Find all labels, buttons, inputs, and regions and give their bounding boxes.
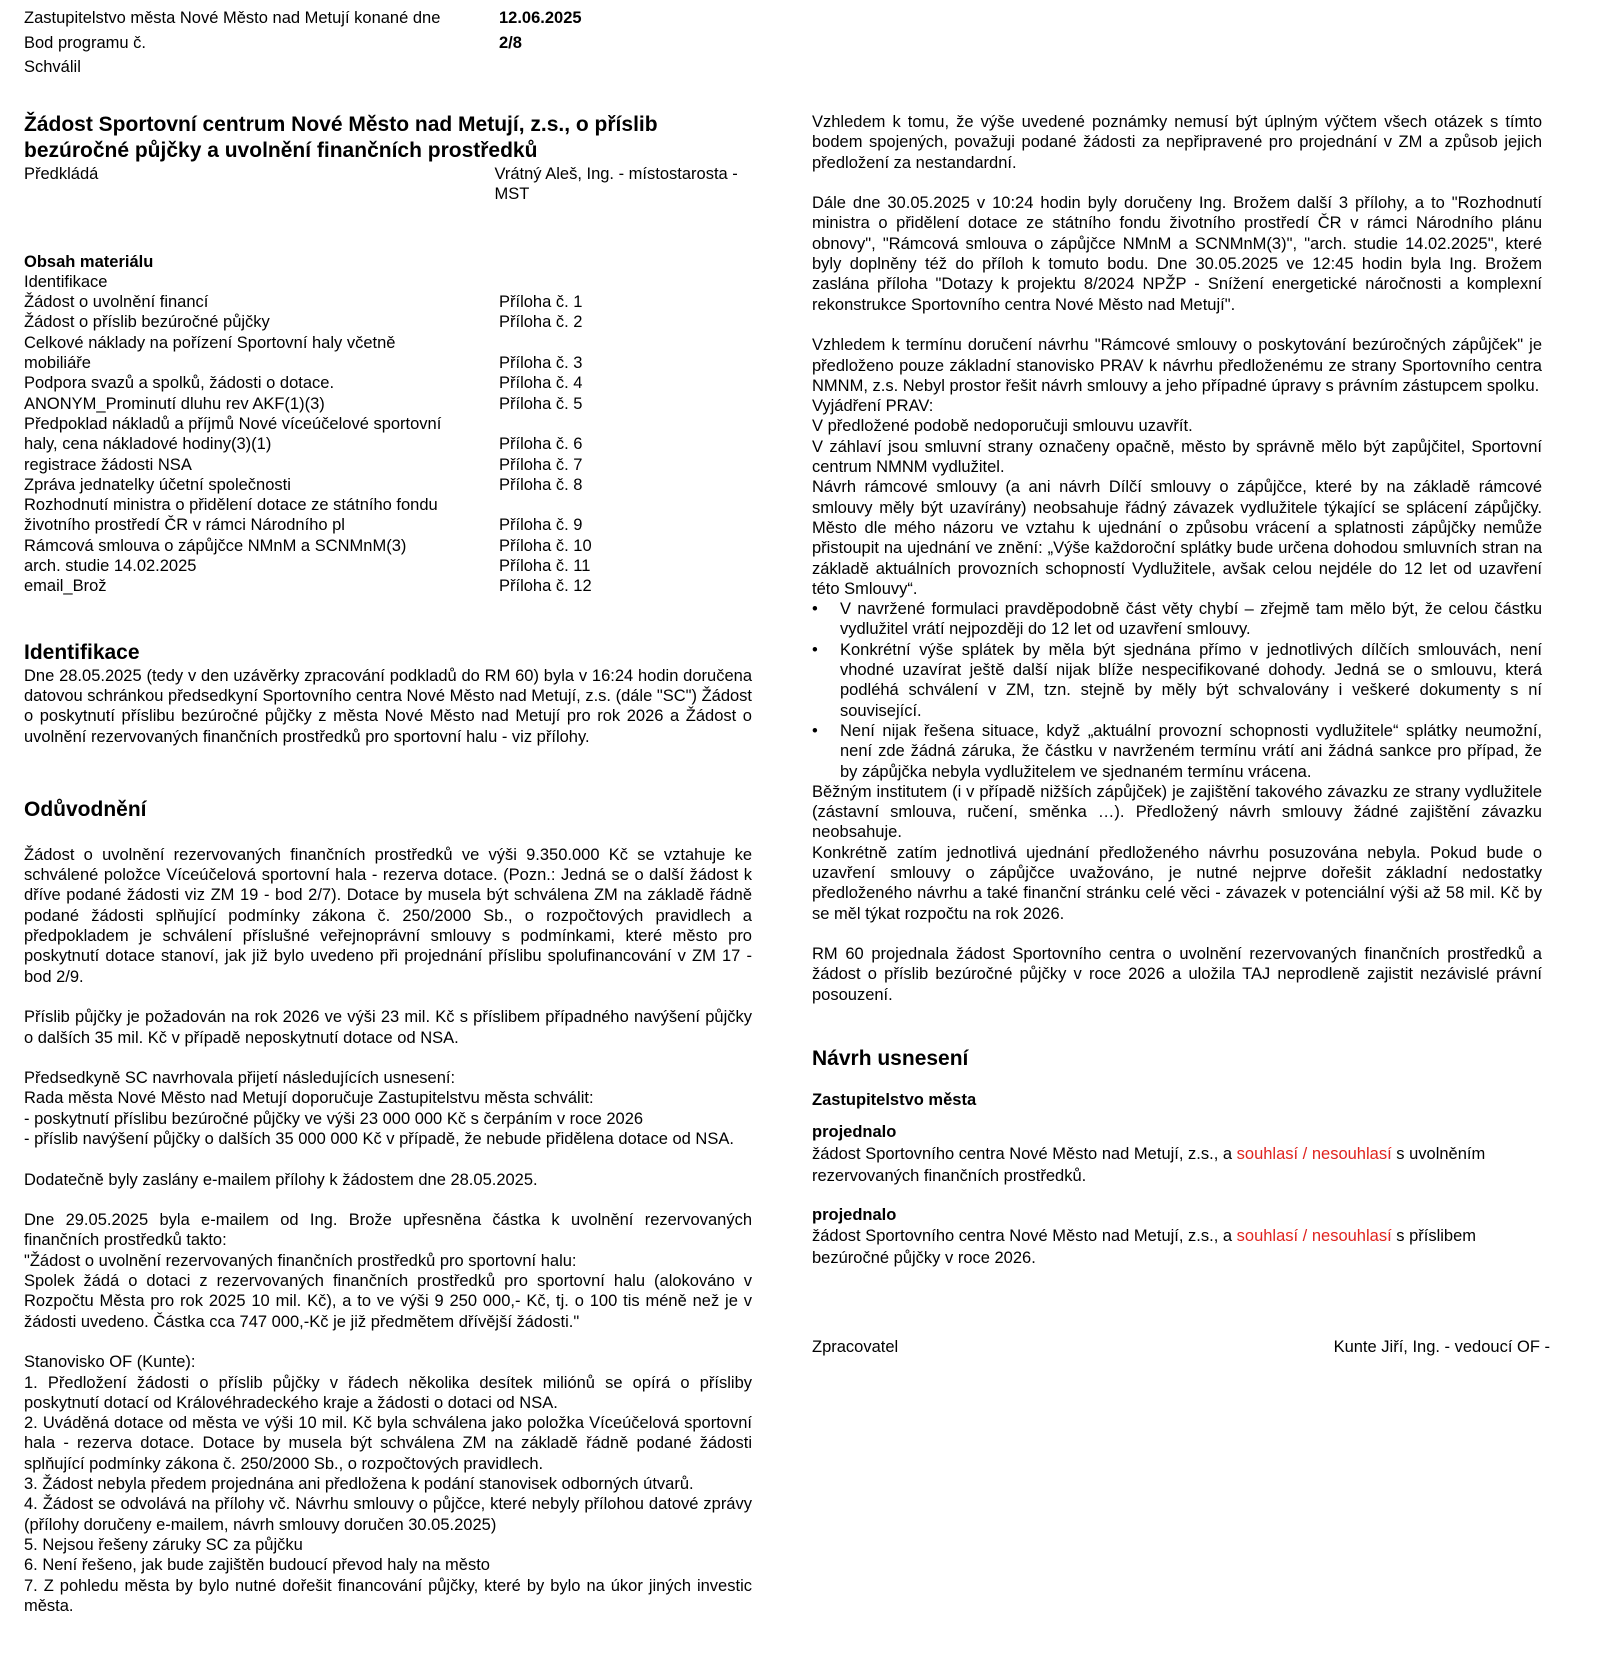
contents-item-ref: Příloha č. 9 [499, 516, 583, 535]
resolution-choice[interactable]: souhlasí / nesouhlasí [1236, 1226, 1392, 1245]
right-paragraph: Konkrétně zatím jednotlivá ujednání předloženého návrhu posuzována nebyla. Pokud bude o uzavření smlouvy o zápůjčce uvažováno, je nutné nejprve dořešit základní nedostatky předloženého návrhu a také finanční stránku celé věci - závazek v potenciální výši až 58 mil. Kč by se měl týkat rozpočtu na rok 2026. [812, 843, 1542, 923]
justification-heading: Odůvodnění [24, 797, 147, 821]
contents-item[interactable] [24, 556, 752, 576]
of-opinion-item: 1. Předložení žádosti o příslib půjčky v řádech několika desítek miliónů se opírá o přísliby poskytnutí dotací od Královéhradeckého kraje a žádosti o dotaci od NSA. [24, 1373, 752, 1412]
header-value: 12.06.2025 [499, 9, 582, 27]
contents-list [24, 272, 752, 597]
contents-item-name: Rozhodnutí ministra o přidělení dotace ze státního fondu životního prostředí ČR v rámci Národního pl [24, 496, 438, 535]
header-label: Schválil [24, 58, 81, 76]
resolution-text [812, 1225, 1542, 1269]
remarks-list [812, 599, 1542, 782]
right-paragraph: Vzhledem k tomu, že výše uvedené poznámky nemusí být úplným výčtem všech otázek s tímto bodem spojených, považuji podané žádosti za nepřipravené pro projednání v ZM a způsob jejich předložení za nestandardní. [812, 113, 1542, 172]
contents-item-name: Podpora svazů a spolků, žádosti o dotace. [24, 374, 335, 393]
right-column [812, 112, 1550, 1357]
justification-paragraph: Žádost o uvolnění rezervovaných finančních prostředků ve výši 9.350.000 Kč se vztahuje ke schválené položce Víceúčelová sportovní hala - rezerva dotace. (Pozn.: Jedná se o další žádost k dříve podané žádosti viz ZM 19 - bod 2/7). Dotace by musela být schválena ZM na základě řádně podané žádosti splňující podmínky zákona č. 250/2000 Sb., o rozpočtových pravidlech a předpokladem je schválení příslušné veřejnoprávní smlouvy s podmínkami, které město pro poskytnutí dotace stanoví, jak již bylo uvedeno při projednání příslibu spolufinancování v ZM 17 - bod 2/9. [24, 845, 752, 986]
processor-label: Zpracovatel [812, 1337, 899, 1356]
processor-row [812, 1337, 1550, 1357]
contents-item-ref: Příloha č. 11 [499, 557, 591, 576]
quote-heading: "Žádost o uvolnění rezervovaných finančních prostředků pro sportovní halu: [24, 1251, 577, 1270]
resolution-verb: projednalo [812, 1205, 897, 1224]
contents-item[interactable] [24, 333, 752, 374]
header-row-meeting [24, 6, 582, 31]
contents-item[interactable] [24, 576, 752, 596]
contents-item-name: Předpoklad nákladů a příjmů Nové víceúčelové sportovní haly, cena nákladové hodiny(3)(1) [24, 414, 442, 454]
contents-item[interactable] [24, 475, 752, 495]
processor-name: Kunte Jiří, Ing. - vedoucí OF - [1333, 1337, 1550, 1356]
of-opinion-item: 5. Nejsou řešeny záruky SC za půjčku [24, 1535, 303, 1554]
contents-item-name: ANONYM_Prominutí dluhu rev AKF(1)(3) [24, 394, 325, 413]
header-label: Zastupitelstvo města Nové Město nad Metují konané dne [24, 9, 441, 27]
justification-paragraph: Dne 29.05.2025 byla e-mailem od Ing. Brože upřesněna částka k uvolnění rezervovaných finančních prostředků takto: [24, 1211, 752, 1250]
header-row-approved [24, 55, 582, 80]
resolution-choice[interactable]: souhlasí / nesouhlasí [1236, 1144, 1392, 1163]
resolution-verb: projednalo [812, 1123, 897, 1142]
contents-item-ref: Příloha č. 8 [499, 475, 583, 494]
right-paragraph: V záhlaví jsou smluvní strany označeny opačně, město by správně mělo být zapůjčitel, Sportovní centrum NMNM vydlužitel. [812, 437, 1542, 477]
contents-item-ref: Příloha č. 7 [499, 455, 583, 474]
right-paragraph: Běžným institutem (i v případě nižších zápůjček) je zajištění takového závazku ze strany vydlužitele (zástavní smlouva, ručení, směnka …). Předložený návrh smlouvy žádné zajištění závazku neobsahuje. [812, 782, 1542, 842]
left-column [24, 112, 752, 1616]
contents-item-name: Žádost o uvolnění financí [24, 293, 209, 312]
identification-text: Dne 28.05.2025 (tedy v den uzávěrky zpracování podkladů do RM 60) byla v 16:24 hodin doručena datovou schránkou předsedkyní Sportovního centra Nové Město nad Metují, z.s. (dále "SC") Žádost o poskytnutí příslibu bezúročné půjčky z města Nové Město nad Metují pro rok 2026 a Žádost o uvolnění rezervovaných finančních prostředků pro sportovní halu - viz přílohy. [24, 666, 753, 746]
right-paragraph: RM 60 projednala žádost Sportovního centra o uvolnění rezervovaných finančních prostředků a žádost o příslib bezúročné půjčky v roce 2026 a uložila TAJ neprodleně zajistit nezávislé právní posouzení. [812, 945, 1542, 1004]
contents-item-ref: Příloha č. 4 [499, 374, 583, 393]
submitter-row [24, 164, 752, 205]
header-label: Bod programu č. [24, 33, 146, 52]
contents-item-name: Rámcová smlouva o zápůjčce NMnM a SCNMnM(3) [24, 536, 407, 555]
prav-line: V předložené podobě nedoporučuji smlouvu uzavřít. [812, 417, 1193, 436]
justification-paragraph: Příslib půjčky je požadován na rok 2026 ve výši 23 mil. Kč s příslibem případného navýšení půjčky o dalších 35 mil. Kč v případě neposkytnutí dotace od NSA. [24, 1008, 752, 1047]
of-opinion-item: 6. Není řešeno, jak bude zajištěn budoucí převod haly na město [24, 1556, 490, 1575]
resolution-text-post: s příslibem bezúročné půjčky v roce 2026. [812, 1226, 1477, 1267]
contents-item-ref: Příloha č. 2 [499, 313, 583, 332]
contents-item[interactable] [24, 495, 752, 536]
contents-item-name: Zpráva jednatelky účetní společnosti [24, 475, 291, 494]
contents-heading: Obsah materiálu [24, 252, 154, 271]
of-opinion-item: 2. Uváděná dotace od města ve výši 10 mil. Kč byla schválena jako položka Víceúčelová sportovní hala - rezerva dotace. Dotace by musela být schválena ZM na základě řádně podané žádosti splňující podmínky zákona č. 250/2000 Sb., o rozpočtových pravidlech. [24, 1414, 752, 1473]
contents-item-ref: Příloha č. 1 [499, 293, 583, 312]
right-paragraph: Vzhledem k termínu doručení návrhu "Rámcové smlouvy o poskytování bezúročných zápůjček" je předloženo pouze základní stanovisko PRAV k návrhu předloženému ze strany Sportovního centra NMNM, z.s. Nebyl prostor řešit návrh smlouvy a jeho případné úpravy s právním zástupcem spolku. [812, 336, 1542, 395]
header-row-agenda [24, 31, 582, 56]
submitter-value: Vrátný Aleš, Ing. - místostarosta - MST [494, 165, 738, 204]
contents-item[interactable] [24, 312, 752, 332]
of-opinion-heading: Stanovisko OF (Kunte): [24, 1353, 196, 1372]
document-title: Žádost Sportovní centrum Nové Město nad Metují, z.s., o příslib bezúročné půjčky a uvolnění finančních prostředků [24, 113, 658, 162]
contents-item[interactable] [24, 414, 752, 455]
list-item: • V navržené formulaci pravděpodobně část věty chybí – zřejmě tam mělo být, že celou částku vydlužitel vrátí nejpozději do 12 let od uzavření smlouvy. [840, 599, 1542, 640]
submitter-label: Předkládá [24, 165, 99, 183]
contents-item[interactable] [24, 272, 752, 292]
contents-item-name: Identifikace [24, 272, 108, 291]
contents-item[interactable] [24, 536, 752, 556]
contents-item-name: email_Brož [24, 577, 107, 596]
of-opinion-item: 7. Z pohledu města by bylo nutné dořešit financování půjčky, které by bylo na úkor jiných investic města. [24, 1576, 752, 1615]
contents-item[interactable] [24, 394, 752, 414]
quote-text: Spolek žádá o dotaci z rezervovaných finančních prostředků pro sportovní halu (alokováno v Rozpočtu Města pro rok 2025 10 mil. Kč), a to ve výši 9 250 000,- Kč, tj. o 100 tis méně než je v žádosti uvedeno. Částka cca 747 000,-Kč je již předmětem dřívější žádosti." [24, 1272, 752, 1331]
of-opinion-item: 4. Žádost se odvolává na přílohy vč. Návrhu smlouvy o půjčce, které nebyly přílohou datové zprávy (přílohy doručeny e-mailem, návrh smlouvy doručen 30.05.2025) [24, 1495, 752, 1534]
resolution-text-pre: žádost Sportovního centra Nové Město nad Metují, z.s., a [812, 1226, 1237, 1245]
justification-paragraph: Dodatečně byly zaslány e-mailem přílohy k žádostem dne 28.05.2025. [24, 1170, 538, 1189]
header-value: 2/8 [499, 33, 522, 52]
resolution-text [812, 1143, 1542, 1187]
proposal-line: - příslib navýšení půjčky o dalších 35 000 000 Kč v případě, že nebude přidělena dotace od NSA. [24, 1129, 734, 1148]
resolution-text-post: s uvolněním rezervovaných finančních prostředků. [812, 1144, 1486, 1185]
right-paragraph: Dále dne 30.05.2025 v 10:24 hodin byly doručeny Ing. Brožem další 3 přílohy, a to "Rozhodnutí ministra o přidělení dotace ze státního fondu životního prostředí ČR v rámci Národního plánu obnovy", "Rámcová smlouva o zápůjčce NMnM a SCNMnM(3)", "arch. studie 14.02.2025", které byly doplněny též do příloh k tomuto bodu. Dne 30.05.2025 ve 12:45 hodin byla Ing. Brožem zaslána příloha "Dotazy k projektu 8/2024 NPŽP - Snížení energetické náročnosti a komplexní rekonstrukce Sportovního centra Nové Město nad Metují". [812, 194, 1542, 314]
contents-item-ref: Příloha č. 12 [499, 577, 592, 596]
contents-item-name: Žádost o příslib bezúročné půjčky [24, 313, 270, 332]
prav-line: Vyjádření PRAV: [812, 397, 934, 416]
of-opinion-item: 3. Žádost nebyla předem projednána ani předložena k podání stanovisek odborných útvarů. [24, 1475, 694, 1494]
contents-item-ref: Příloha č. 3 [499, 354, 583, 373]
right-paragraph: Návrh rámcové smlouvy (a ani návrh Dílčí smlouvy o zápůjčce, které by na základě rámcové smlouvy měly být uzavírány) neobsahuje řádný závazek vydlužitele týkající se splácení zápůjčky. Město dle mého názoru ve vztahu k ujednání o způsobu vrácení a splatnosti zápůjčky nemůže přistoupit na ujednání ve znění: „Výše každoroční splátky bude určena dohodou smluvních stran na základě aktuálních provozních schopností Vydlužitele, avšak celou nejdéle do 12 let od uzavření této Smlouvy“. [812, 478, 1542, 598]
contents-item[interactable] [24, 292, 752, 312]
contents-item-ref: Příloha č. 5 [499, 394, 583, 413]
contents-item-name: Celkové náklady na pořízení Sportovní haly včetně mobiliáře [24, 333, 396, 373]
resolution-text-pre: žádost Sportovního centra Nové Město nad Metují, z.s., a [812, 1144, 1237, 1163]
resolution-heading: Návrh usnesení [812, 1047, 969, 1071]
list-item: • Není nijak řešena situace, když „aktuální provozní schopnosti vydlužitele“ splátky neumožní, není zde žádná záruka, že částku v navrženém termínu vrátí ani žádná sankce pro případ, že by zápůjčka nebyla vydlužitelem ve sjednaném termínu vrácena. [840, 721, 1542, 782]
identification-heading: Identifikace [24, 640, 140, 664]
contents-item-name: registrace žádosti NSA [24, 455, 192, 474]
proposal-line: Předsedkyně SC navrhovala přijetí následujících usnesení: [24, 1069, 456, 1088]
proposal-line: - poskytnutí příslibu bezúročné půjčky ve výši 23 000 000 Kč s čerpáním v roce 2026 [24, 1109, 644, 1128]
resolution-body: Zastupitelstvo města [812, 1091, 977, 1110]
list-item: • Konkrétní výše splátek by měla být sjednána přímo v jednotlivých dílčích smlouvách, není vhodné uzavírat ještě další nijak blíže nespecifikované dohody. Jedná se o smlouvu, která podléhá schválení v ZM, tzn. stejně by měly být schvalovány i veškeré dokumenty s ní související. [840, 640, 1542, 721]
contents-item[interactable] [24, 455, 752, 475]
contents-item-ref: Příloha č. 10 [499, 536, 592, 555]
contents-item[interactable] [24, 373, 752, 393]
proposal-line: Rada města Nové Město nad Metují doporučuje Zastupitelstvu města schválit: [24, 1089, 594, 1108]
meeting-header [24, 6, 582, 80]
contents-item-ref: Příloha č. 6 [499, 435, 583, 454]
contents-item-name: arch. studie 14.02.2025 [24, 557, 197, 576]
